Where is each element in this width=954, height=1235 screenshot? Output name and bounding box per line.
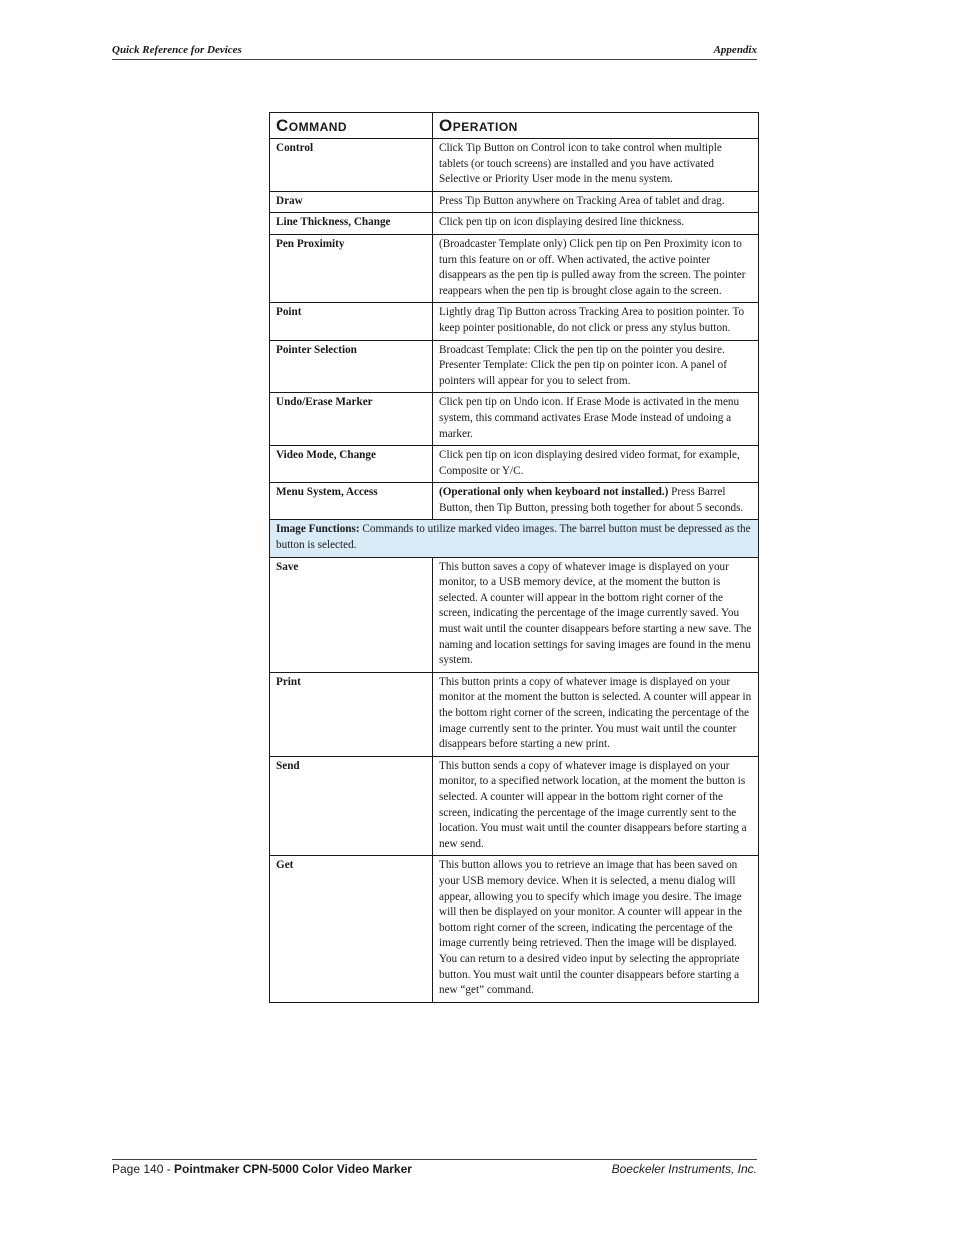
command-reference-table <box>269 112 759 1003</box>
table-row <box>270 191 759 213</box>
header-section-title: Quick Reference for Devices <box>112 44 242 56</box>
running-footer <box>112 1159 757 1176</box>
table-row <box>270 340 759 393</box>
table-row <box>270 213 759 235</box>
command-cell: Pointer Selection <box>270 340 433 393</box>
command-cell: Save <box>270 557 433 672</box>
section-row-image-functions <box>270 520 759 557</box>
operation-cell <box>433 483 759 520</box>
footer-product-name: Pointmaker CPN-5000 Color Video Marker <box>174 1162 412 1176</box>
operation-cell: Click pen tip on icon displaying desired line thickness. <box>433 213 759 235</box>
operation-cell: This button allows you to retrieve an image that has been saved on your USB memory device. When it is selected, a menu dialog will appear, allowing you to specify which image you desire. The image will then be displayed on your monitor. A counter will appear in the bottom right corner of the screen, indicating the percentage of the image currently being retrieved. Then the image will be displayed. You can return to a desired video input by selecting the appropriate button. You must wait until the counter disappears before starting a new “get” command. <box>433 856 759 1002</box>
operation-cell: This button saves a copy of whatever image is displayed on your monitor, to a USB memory device, at the moment the button is selected. A counter will appear in the bottom right corner of the screen, indicating the percentage of the image currently saved. You must wait until the counter disappears before starting a new save. The naming and location settings for saving images are found in the menu system. <box>433 557 759 672</box>
command-cell: Send <box>270 756 433 856</box>
command-cell: Get <box>270 856 433 1002</box>
operation-cell: Lightly drag Tip Button across Tracking Area to position pointer. To keep pointer positionable, do not click or press any stylus button. <box>433 303 759 340</box>
table-row <box>270 483 759 520</box>
command-cell: Control <box>270 139 433 192</box>
command-cell: Print <box>270 672 433 756</box>
command-cell: Pen Proximity <box>270 234 433 302</box>
command-cell: Draw <box>270 191 433 213</box>
command-cell: Video Mode, Change <box>270 446 433 483</box>
operation-cell: This button sends a copy of whatever image is displayed on your monitor, to a specified network location, at the moment the button is selected. A counter will appear in the bottom right corner of the screen, indicating the percentage of the image currently sent to the location. You must wait until the counter disappears before starting a new send. <box>433 756 759 856</box>
operation-cell: Broadcast Template: Click the pen tip on the pointer you desire. Presenter Template: Click the pen tip on pointer icon. A panel of pointers will appear for you to select from. <box>433 340 759 393</box>
table-row <box>270 234 759 302</box>
operation-note-bold: (Operational only when keyboard not installed.) <box>439 486 669 499</box>
operation-cell: Press Tip Button anywhere on Tracking Area of tablet and drag. <box>433 191 759 213</box>
section-description: Commands to utilize marked video images. The barrel button must be depressed as the button is selected. <box>276 523 751 552</box>
header-chapter: Appendix <box>713 44 757 56</box>
operation-note-text: Press Barrel Button, then Tip Button, pressing both together for about 5 seconds. <box>439 486 744 514</box>
footer-page-number: Page 140 - <box>112 1162 175 1176</box>
command-cell: Menu System, Access <box>270 483 433 520</box>
table-row <box>270 139 759 192</box>
footer-company: Boeckeler Instruments, Inc. <box>611 1162 757 1176</box>
footer-page-info <box>112 1162 412 1176</box>
command-cell: Undo/Erase Marker <box>270 393 433 446</box>
command-cell: Line Thickness, Change <box>270 213 433 235</box>
table-row <box>270 393 759 446</box>
section-title: Image Functions: <box>276 523 360 536</box>
operation-cell: Click pen tip on icon displaying desired video format, for example, Composite or Y/C. <box>433 446 759 483</box>
operation-cell: This button prints a copy of whatever image is displayed on your monitor at the moment the button is selected. A counter will appear in the bottom right corner of the screen, indicating the percentage of the image currently sent to the printer. You must wait until the counter disappears before starting a new print. <box>433 672 759 756</box>
operation-cell: Click pen tip on Undo icon. If Erase Mode is activated in the menu system, this command activates Erase Mode instead of undoing a marker. <box>433 393 759 446</box>
table-row <box>270 756 759 856</box>
table-header-row <box>270 113 759 139</box>
table-row <box>270 446 759 483</box>
operation-cell: Click Tip Button on Control icon to take control when multiple tablets (or touch screens) are installed and you have activated Selective or Priority User mode in the menu system. <box>433 139 759 192</box>
operation-cell: (Broadcaster Template only) Click pen tip on Pen Proximity icon to turn this feature on or off. When activated, the active pointer disappears as the pen tip is pulled away from the screen. The pointer reappears when the pen tip is brought close again to the screen. <box>433 234 759 302</box>
command-cell: Point <box>270 303 433 340</box>
column-header-operation: Operation <box>433 113 759 139</box>
table-row <box>270 303 759 340</box>
table-row <box>270 672 759 756</box>
column-header-command: Command <box>270 113 433 139</box>
section-cell <box>270 520 759 557</box>
running-header <box>112 43 757 60</box>
table-row <box>270 856 759 1002</box>
table-row <box>270 557 759 672</box>
